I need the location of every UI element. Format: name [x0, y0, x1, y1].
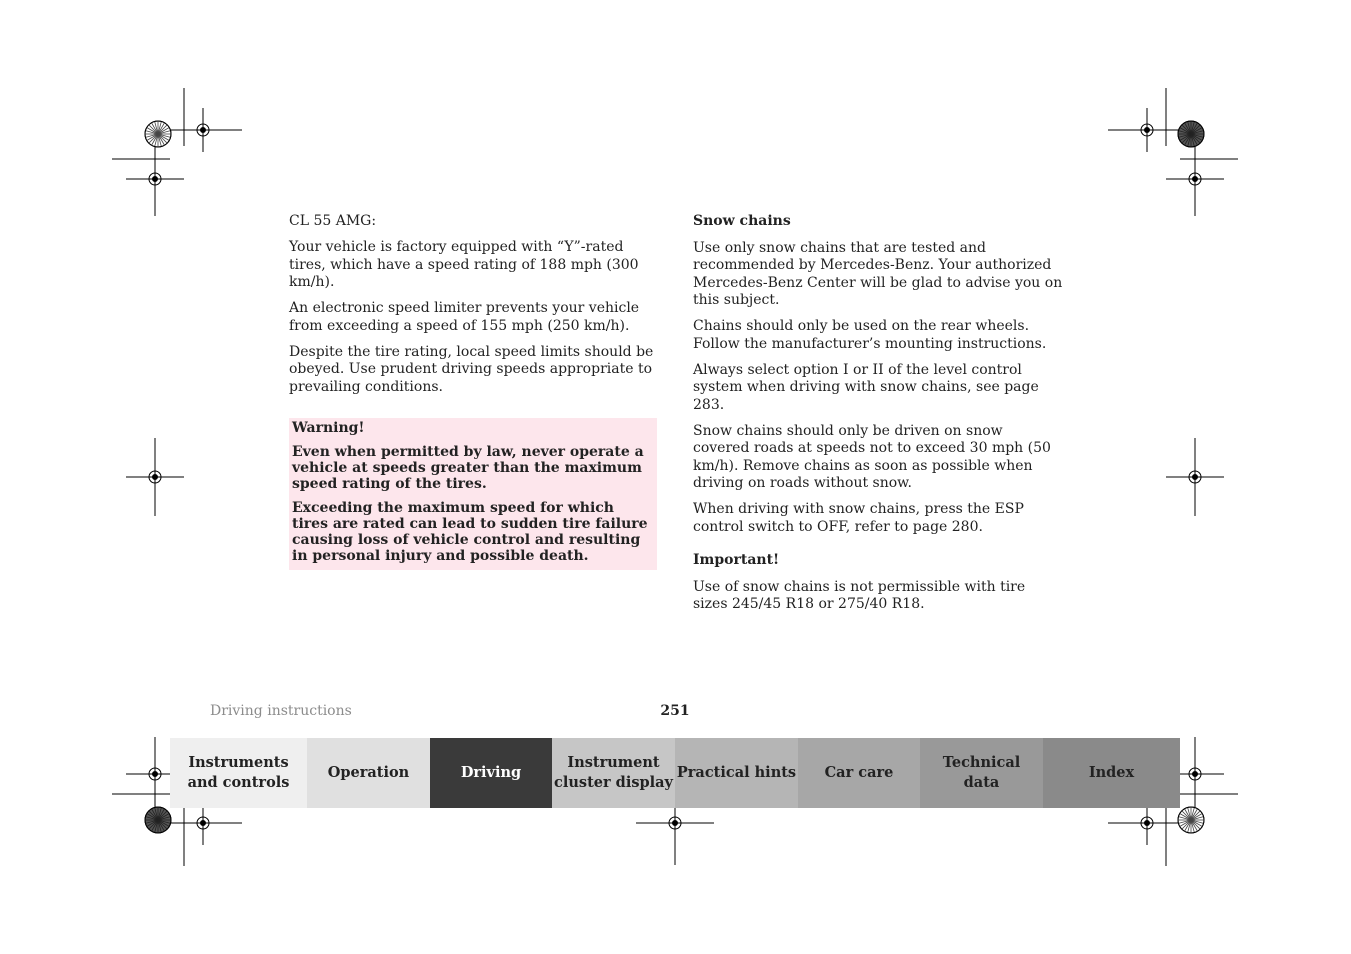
nav-tab-technical-data[interactable]: Technical data	[920, 738, 1043, 808]
section-label: Driving instructions	[210, 703, 352, 719]
warning-title: Warning!	[292, 420, 365, 436]
important-text: Use of snow chains is not permissible with tire sizes 245/45 R18 or 275/40 R18.	[693, 578, 1026, 612]
paragraph: Use only snow chains that are tested and recommended by Mercedes-Benz. Your authorized Mercedes-Benz Center will be glad to advise you on this subject.	[693, 239, 1063, 308]
model-label: CL 55 AMG:	[289, 213, 377, 229]
radial-target-icon	[145, 807, 171, 833]
paragraph: Despite the tire rating, local speed limits should be obeyed. Use prudent driving speeds appropriate to prevailing conditions.	[289, 343, 654, 395]
right-column	[693, 213, 1063, 622]
paragraph: Chains should only be used on the rear wheels. Follow the manufacturer’s mounting instructions.	[693, 318, 1047, 352]
nav-tab-operation[interactable]: Operation	[307, 738, 430, 808]
page-number: 251	[660, 703, 690, 719]
left-column	[289, 213, 657, 570]
crosshair-registration-icon	[164, 108, 242, 152]
nav-tab-practical-hints[interactable]: Practical hints	[675, 738, 798, 808]
nav-tab-car-care[interactable]: Car care	[798, 738, 920, 808]
nav-tab-instrument-cluster-display[interactable]: Instrument cluster display	[552, 738, 675, 808]
chapter-nav	[170, 738, 1180, 808]
radial-target-icon	[1178, 807, 1204, 833]
snow-chains-heading: Snow chains	[693, 213, 791, 229]
warning-box	[289, 418, 657, 570]
radial-target-icon	[1178, 121, 1204, 147]
paragraph: Snow chains should only be driven on snow covered roads at speeds not to exceed 30 mph (50 km/h). Remove chains as soon as possible when driving on roads without snow.	[693, 422, 1051, 491]
warning-paragraph: Exceeding the maximum speed for which tires are rated can lead to sudden tire failure causing loss of vehicle control and resulting in personal injury and possible death.	[292, 500, 648, 564]
paragraph: When driving with snow chains, press the ESP control switch to OFF, refer to page 280.	[693, 501, 1024, 535]
paragraph: Your vehicle is factory equipped with “Y”-rated tires, which have a speed rating of 188 mph (300 km/h).	[289, 239, 639, 290]
nav-tab-index[interactable]: Index	[1043, 738, 1180, 808]
crosshair-registration-icon	[1166, 142, 1224, 216]
paragraph: Always select option I or II of the level control system when driving with snow chains, see page 283.	[693, 361, 1039, 413]
crosshair-registration-icon	[126, 438, 184, 516]
important-heading: Important!	[693, 552, 780, 568]
nav-tab-instruments-and-controls[interactable]: Instruments and controls	[170, 738, 307, 808]
radial-target-icon	[145, 121, 171, 147]
crosshair-registration-icon	[1166, 438, 1224, 516]
crosshair-registration-icon	[1108, 108, 1186, 152]
crosshair-registration-icon	[126, 142, 184, 216]
nav-tab-driving[interactable]: Driving	[430, 738, 552, 808]
paragraph: An electronic speed limiter prevents your vehicle from exceeding a speed of 155 mph (250 km/h).	[289, 300, 640, 334]
warning-paragraph: Even when permitted by law, never operate a vehicle at speeds greater than the maximum speed rating of the tires.	[292, 444, 644, 492]
